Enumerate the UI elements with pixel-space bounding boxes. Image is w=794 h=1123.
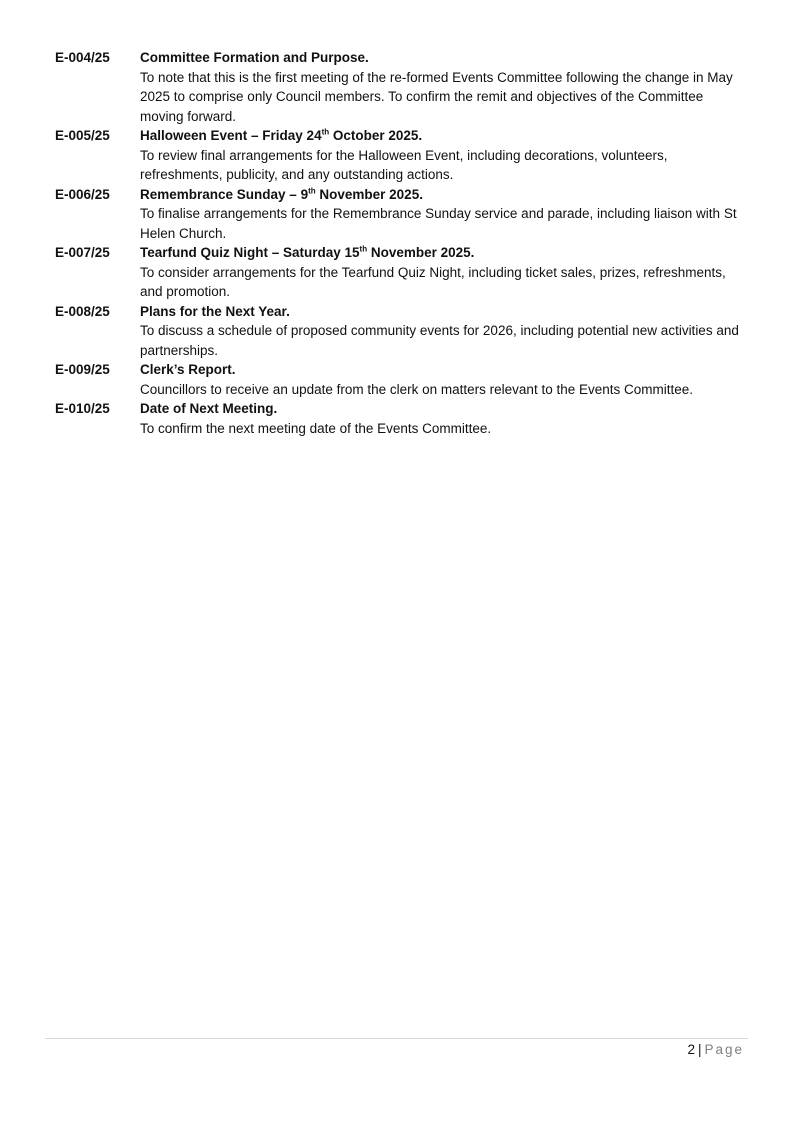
- item-content: [140, 126, 745, 185]
- item-content: [140, 360, 745, 399]
- item-title: Halloween Event – Friday 24th October 2025.: [140, 127, 423, 143]
- agenda-item: [55, 399, 745, 438]
- item-content: [140, 399, 745, 438]
- agenda-item: [55, 302, 745, 361]
- item-reference: E-010/25: [55, 401, 110, 416]
- item-title: Clerk’s Report.: [140, 362, 236, 377]
- item-description: To note that this is the first meeting of the re-formed Events Committee following the change in May 2025 to comprise only Council members. To confirm the remit and objectives of the Committee moving forward.: [140, 69, 733, 124]
- item-description: To review final arrangements for the Halloween Event, including decorations, volunteers, refreshments, publicity, and any outstanding actions.: [140, 147, 668, 182]
- item-content: [140, 185, 745, 244]
- item-reference: E-009/25: [55, 362, 110, 377]
- page-footer: [687, 1040, 744, 1059]
- item-content: [140, 302, 745, 361]
- agenda-item: [55, 48, 745, 126]
- item-content: [140, 243, 745, 302]
- item-title: Committee Formation and Purpose.: [140, 50, 369, 65]
- item-reference: E-006/25: [55, 186, 110, 202]
- item-description: Councillors to receive an update from the clerk on matters relevant to the Events Committee.: [140, 381, 694, 397]
- item-title: Date of Next Meeting.: [140, 401, 278, 416]
- item-description: To discuss a schedule of proposed community events for 2026, including potential new activities and partnerships.: [140, 323, 739, 358]
- agenda-item: [55, 243, 745, 302]
- page-number: 2: [687, 1042, 695, 1057]
- item-content: [140, 48, 745, 126]
- item-title: Remembrance Sunday – 9th November 2025.: [140, 186, 423, 202]
- item-description: To finalise arrangements for the Remembrance Sunday service and parade, including liaison with St Helen Church.: [140, 206, 737, 241]
- item-description: To confirm the next meeting date of the Events Committee.: [140, 420, 492, 436]
- item-description: To consider arrangements for the Tearfund Quiz Night, including ticket sales, prizes, refreshments, and promotion.: [140, 264, 726, 299]
- agenda-item: [55, 126, 745, 185]
- agenda-item: [55, 360, 745, 399]
- item-reference: E-007/25: [55, 245, 110, 260]
- agenda-list: [55, 48, 745, 438]
- agenda-item: [55, 185, 745, 244]
- item-title: Plans for the Next Year.: [140, 303, 290, 319]
- page-label: Page: [704, 1042, 744, 1057]
- footer-divider: [45, 1038, 748, 1039]
- item-reference: E-004/25: [55, 50, 110, 65]
- footer-separator: |: [697, 1042, 702, 1057]
- item-reference: E-005/25: [55, 128, 110, 143]
- item-reference: E-008/25: [55, 303, 110, 319]
- item-title: Tearfund Quiz Night – Saturday 15th November 2025.: [140, 244, 475, 260]
